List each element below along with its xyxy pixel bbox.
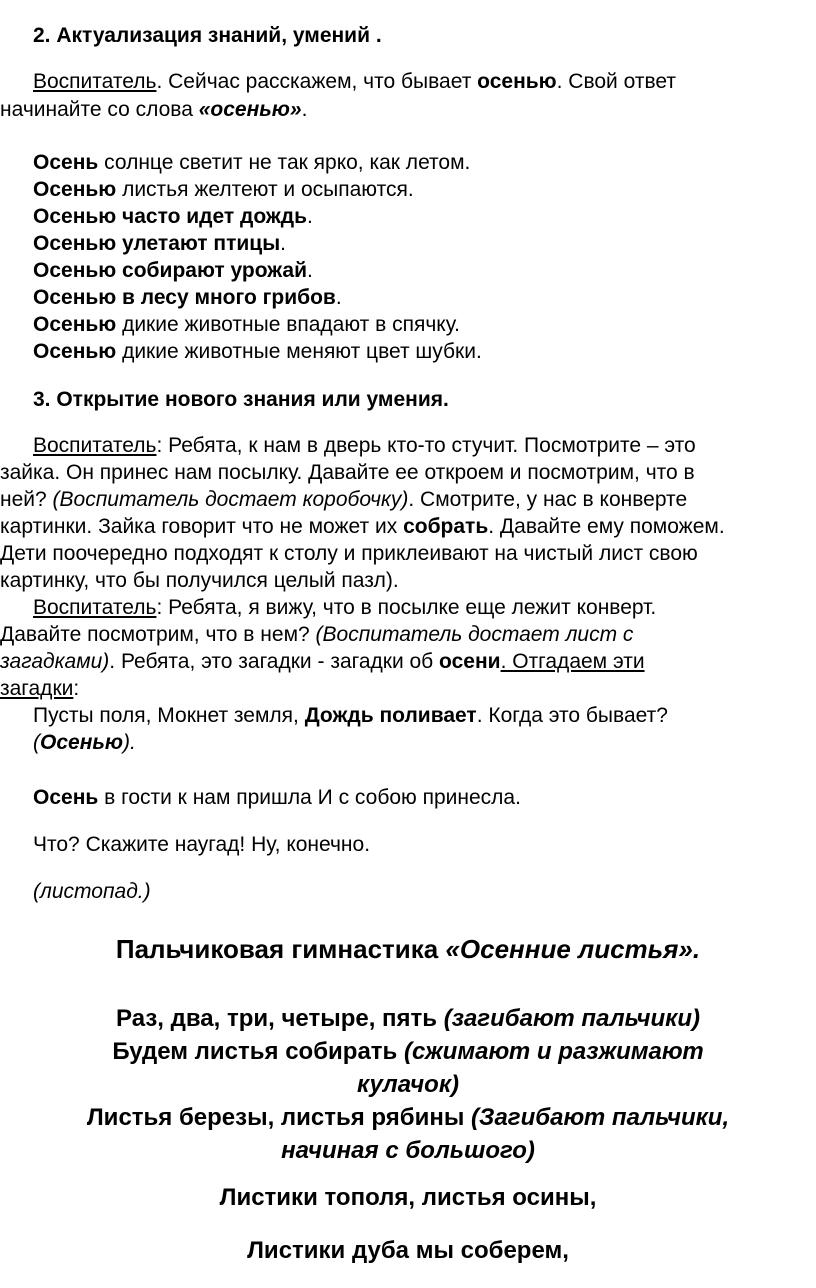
- paragraph-line: загадками). Ребята, это загадки - загадки об осени. Отгадаем эти: [0, 650, 645, 673]
- verse-line: начиная с большого): [281, 1137, 535, 1164]
- teacher-line-2: начинайте со слова «осенью».: [0, 98, 308, 121]
- speaker-label: Воспитатель: [33, 596, 157, 619]
- paragraph-line: картинки. Зайка говорит что не может их собрать. Давайте ему поможем.: [0, 515, 725, 538]
- riddle-line: Осень в гости к нам пришла И с собою принесла.: [33, 786, 521, 809]
- riddle-line: Пусты поля, Мокнет земля, Дождь поливает. Когда это бывает?: [33, 704, 668, 727]
- speaker-label: Воспитатель: [33, 70, 157, 93]
- fact-line: Осень солнце светит не так ярко, как летом.: [33, 151, 471, 174]
- paragraph-line: картинку, что бы получился целый пазл).: [0, 569, 399, 592]
- fact-line: Осенью дикие животные меняют цвет шубки.: [33, 340, 482, 363]
- verse-line: Будем листья собирать (сжимают и разжимают: [112, 1038, 704, 1065]
- riddle-answer: (Осенью).: [33, 731, 136, 754]
- gymnastics-title: Пальчиковая гимнастика «Осенние листья».: [115, 934, 701, 964]
- paragraph-line: Воспитатель: Ребята, к нам в дверь кто-то стучит. Посмотрите – это: [33, 434, 696, 457]
- verse-line: Листья березы, листья рябины (Загибают пальчики,: [86, 1104, 730, 1131]
- speaker-label: Воспитатель: [33, 434, 157, 457]
- teacher-line-1: Воспитатель. Сейчас расскажем, что бывает осенью. Свой ответ: [33, 70, 676, 93]
- fact-line: Осенью улетают птицы.: [33, 232, 286, 255]
- verse-line: Листики тополя, листья осины,: [219, 1184, 597, 1211]
- fact-line: Осенью листья желтеют и осыпаются.: [33, 178, 414, 201]
- section-2-heading: 2. Актуализация знаний, умений .: [33, 24, 382, 47]
- paragraph-line: Воспитатель: Ребята, я вижу, что в посылке еще лежит конверт.: [33, 596, 657, 619]
- paragraph-line: Дети поочередно подходят к столу и приклеивают на чистый лист свою: [0, 542, 698, 565]
- riddle-answer: (листопад.): [33, 880, 151, 903]
- fact-line: Осенью дикие животные впадают в спячку.: [33, 313, 460, 336]
- fact-line: Осенью часто идет дождь.: [33, 205, 313, 228]
- riddle-line: Что? Скажите наугад! Ну, конечно.: [33, 833, 371, 856]
- verse-line: Листики дуба мы соберем,: [247, 1237, 569, 1264]
- fact-line: Осенью собирают урожай.: [33, 259, 313, 282]
- paragraph-line: загадки:: [0, 677, 80, 700]
- paragraph-line: ней? (Воспитатель достает коробочку). Смотрите, у нас в конверте: [0, 488, 688, 511]
- fact-line: Осенью в лесу много грибов.: [33, 286, 342, 309]
- verse-line: Раз, два, три, четыре, пять (загибают пальчики): [116, 1005, 700, 1032]
- paragraph-line: Давайте посмотрим, что в нем? (Воспитатель достает лист с: [0, 623, 634, 646]
- paragraph-line: зайка. Он принес нам посылку. Давайте ее откроем и посмотрим, что в: [0, 461, 695, 484]
- section-3-heading: 3. Открытие нового знания или умения.: [33, 388, 449, 411]
- verse-line: кулачок): [357, 1071, 459, 1098]
